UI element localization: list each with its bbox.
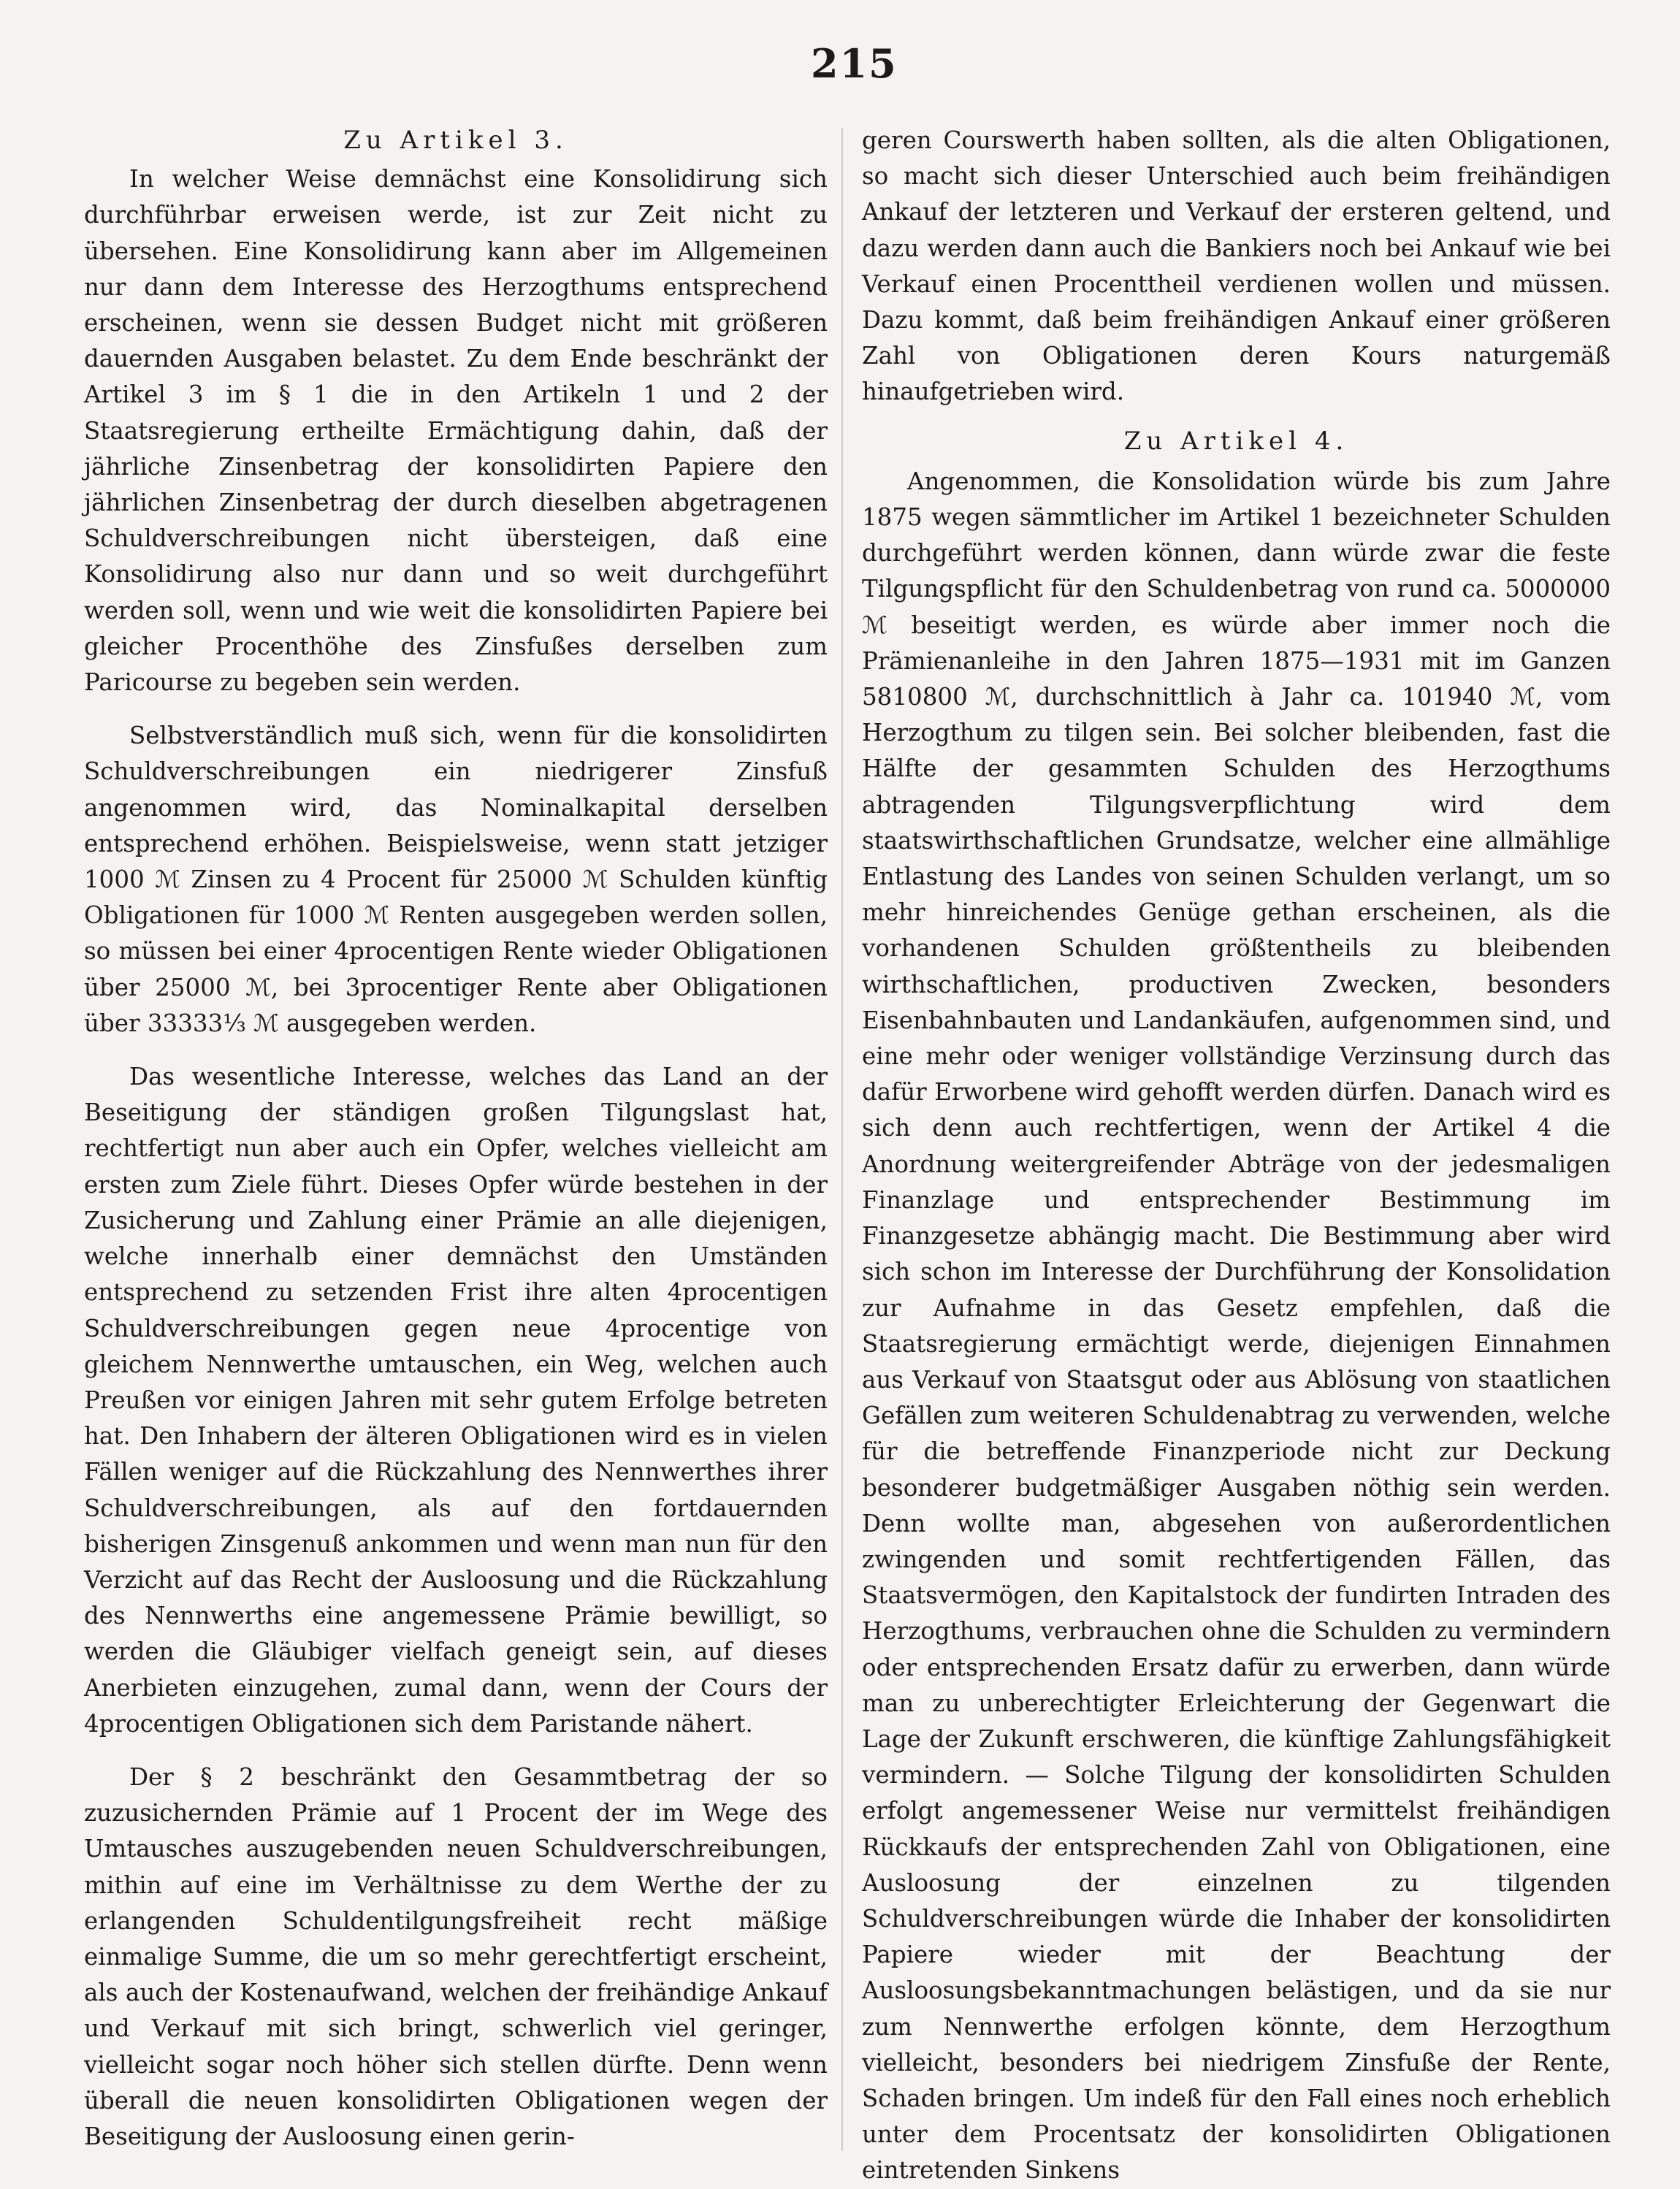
page-number: 215 — [811, 40, 898, 87]
paragraph-continuation: geren Courswerth haben sollten, als die alten Obligationen, so macht sich dieser Unterschied auch beim freihändigen Ankauf der letzteren und Verkauf der ersteren geltend, und dazu werden dann auch die Bankiers noch bei Ankauf wie bei Verkauf einen Procenttheil verdienen wollen und müssen. Dazu kommt, daß beim freihändigen Ankauf einer größeren Zahl von Obligationen deren Kours naturgemäß hinaufgetrieben wird. — [862, 126, 1611, 406]
paragraph: In welcher Weise demnächst eine Konsolidirung sich durchführbar erweisen werde, ist zur Zeit nicht zu übersehen. Eine Konsolidirung kann aber im Allgemeinen nur dann dem Interesse des Herzogthums entsprechend erscheinen, wenn sie dessen Budget nicht mit größeren dauernden Ausgaben belastet. Zu dem Ende beschränkt der Artikel 3 im § 1 die in den Artikeln 1 und 2 der Staatsregierung ertheilte Ermächtigung dahin, daß der jährliche Zinsenbetrag der konsolidirten Papiere den jährlichen Zinsenbetrag der durch dieselben abgetragenen Schuldverschreibungen nicht übersteigen, daß eine Konsolidirung also nur dann und so weit durchgeführt werden soll, wenn und wie weit die konsolidirten Papiere bei gleicher Procenthöhe des Zinsfußes derselben zum Paricourse zu begeben sein werden. — [84, 165, 828, 697]
section-heading-article-3: Zu Artikel 3. — [343, 126, 568, 155]
right-column — [862, 123, 1611, 2185]
paragraph: Angenommen, die Konsolidation würde bis zum Jahre 1875 wegen sämmtlicher im Artikel 1 bezeichneter Schulden durchgeführt werden können, dann würde zwar die feste Tilgungspflicht für den Schuldenbetrag von rund ca. 5000000 ℳ beseitigt werden, es würde aber immer noch die Prämienanleihe in den Jahren 1875—1931 mit im Ganzen 5810800 ℳ, durchschnittlich à Jahr ca. 101940 ℳ, vom Herzogthum zu tilgen sein. Bei solcher bleibenden, fast die Hälfte der gesammten Schulden des Herzogthums abtragenden Tilgungsverpflichtung wird dem staatswirthschaftlichen Grundsatze, welcher eine allmählige Entlastung des Landes von seinen Schulden verlangt, um so mehr hinreichendes Genüge gethan erscheinen, als die vorhandenen Schulden größtentheils zu bleibenden wirthschaftlichen, productiven Zwecken, besonders Eisenbahnbauten und Landankäufen, aufgenommen sind, und eine mehr oder weniger vollständige Verzinsung durch das dafür Erworbene wird gehofft werden dürfen. Danach wird es sich denn auch rechtfertigen, wenn der Artikel 4 die Anordnung weitergreifender Abträge von der jedesmaligen Finanzlage und entsprechender Bestimmung im Finanzgesetze abhängig macht. Die Bestimmung aber wird sich schon im Interesse der Durchführung der Konsolidation zur Aufnahme in das Gesetz empfehlen, daß die Staatsregierung ermächtigt werde, diejenigen Einnahmen aus Verkauf von Staatsgut oder aus Ablösung von staatlichen Gefällen zum weiteren Schuldenabtrag zu verwenden, welche für die betreffende Finanzperiode nicht zur Deckung besonderer budgetmäßiger Ausgaben nöthig sein werden. Denn wollte man, abgesehen von außerordentlichen zwingenden und somit rechtfertigenden Fällen, das Staatsvermögen, den Kapitalstock der fundirten Intraden des Herzogthums, verbrauchen ohne die Schulden zu vermindern oder entsprechenden Ersatz dafür zu erwerben, dann würde man zu unberechtigter Erleichterung der Gegenwart die Lage der Zukunft erschweren, die künftige Zahlungsfähigkeit vermindern. — Solche Tilgung der konsolidirten Schulden erfolgt angemessener Weise nur vermittelst freihändigen Rückkaufs der entsprechenden Zahl von Obligationen, eine Ausloosung der einzelnen zu tilgenden Schuldverschreibungen würde die Inhaber der konsolidirten Papiere wieder mit der Beachtung der Ausloosungsbekanntmachungen belästigen, und da sie nur zum Nennwerthe erfolgen könnte, dem Herzogthum vielleicht, besonders bei niedrigem Zinsfuße der Rente, Schaden bringen. Um indeß für den Fall eines noch erheblich unter dem Procentsatz der konsolidirten Obligationen eintretenden Sinkens — [862, 467, 1611, 2185]
paragraph: Selbstverständlich muß sich, wenn für die konsolidirten Schuldverschreibungen ein niedrigerer Zinsfuß angenommen wird, das Nominalkapital derselben entsprechend erhöhen. Beispielsweise, wenn statt jetziger 1000 ℳ Zinsen zu 4 Procent für 25000 ℳ Schulden künftig Obligationen für 1000 ℳ Renten ausgegeben werden sollen, so müssen bei einer 4procentigen Rente wieder Obligationen über 25000 ℳ, bei 3procentiger Rente aber Obligationen über 33333⅓ ℳ ausgegeben werden. — [84, 722, 828, 1037]
paragraph: Der § 2 beschränkt den Gesammtbetrag der so zuzusichernden Prämie auf 1 Procent der im Wege des Umtausches auszugebenden neuen Schuldverschreibungen, mithin auf eine im Verhältnisse zu dem Werthe der zu erlangenden Schuldentilgungsfreiheit recht mäßige einmalige Summe, die um so mehr gerechtfertigt erscheint, als auch der Kostenaufwand, welchen der freihändige Ankauf und Verkauf mit sich bringt, schwerlich viel geringer, vielleicht sogar noch höher sich stellen dürfte. Denn wenn überall die neuen konsolidirten Obligationen wegen der Beseitigung der Ausloosung einen gerin- — [84, 1762, 828, 2150]
section-heading-article-4: Zu Artikel 4. — [1123, 426, 1349, 456]
paragraph: Das wesentliche Interesse, welches das Land an der Beseitigung der ständigen großen Tilgungslast hat, rechtfertigt nun aber auch ein Opfer, welches vielleicht am ersten zum Ziele führt. Dieses Opfer würde bestehen in der Zusicherung und Zahlung einer Prämie an alle diejenigen, welche innerhalb einer demnächst den Umständen entsprechend zu setzenden Frist ihre alten 4procentigen Schuldverschreibungen gegen neue 4procentige von gleichem Nennwerthe umtauschen, ein Weg, welchen auch Preußen vor einigen Jahren mit sehr gutem Erfolge betreten hat. Den Inhabern der älteren Obligationen wird es in vielen Fällen weniger auf die Rückzahlung des Nennwerthes ihrer Schuldverschreibungen, als auf den fortdauernden bisherigen Zinsgenuß ankommen und wenn man nun für den Verzicht auf das Recht der Ausloosung und die Rückzahlung des Nennwerths eine angemessene Prämie bewilligt, so werden die Gläubiger vielfach geneigt sein, auf dieses Anerbieten einzugehen, zumal dann, wenn der Cours der 4procentigen Obligationen sich dem Paristande nähert. — [84, 1063, 828, 1738]
left-column — [84, 123, 828, 2153]
column-divider — [841, 128, 843, 2151]
